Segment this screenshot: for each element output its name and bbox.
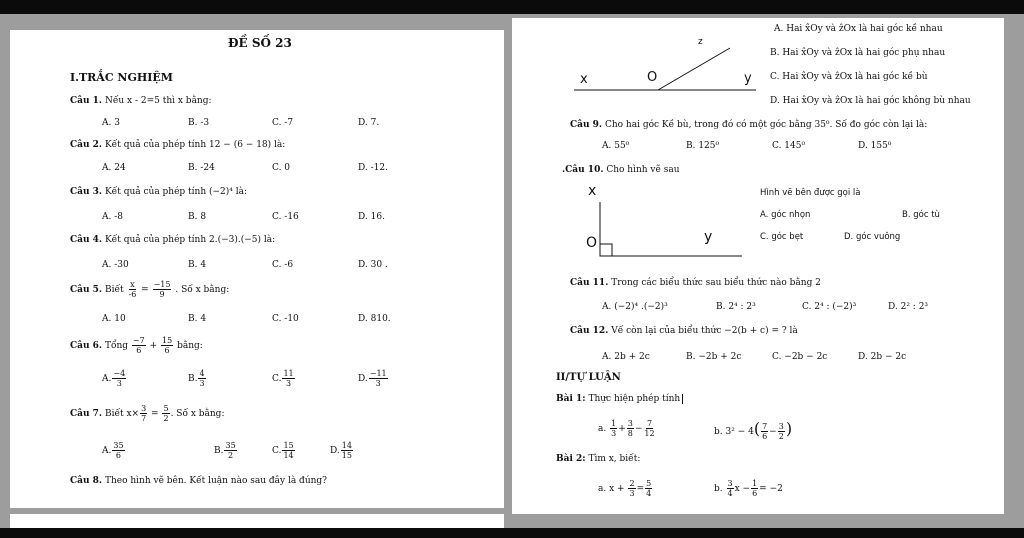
top-black-bar xyxy=(0,0,1024,14)
q10-option-b: B. góc tù xyxy=(902,210,940,220)
question-label: Câu 9. xyxy=(570,120,603,130)
question-label: Câu 3. xyxy=(70,187,103,197)
q10-option-c: C. góc bẹt xyxy=(760,232,804,242)
denominator: 9 xyxy=(159,290,165,299)
q5-option-d: D. 810. xyxy=(358,314,391,324)
option-letter: D. xyxy=(358,374,368,384)
equals-sign: = xyxy=(636,484,645,494)
expression: x − xyxy=(734,484,751,494)
numerator: −7 xyxy=(132,336,145,345)
q1-option-b: B. -3 xyxy=(188,118,210,128)
exercise-1 xyxy=(556,394,686,405)
question-text: Kết quả của phép tính (−2)⁴ là: xyxy=(104,187,248,197)
equals-sign: = xyxy=(141,285,149,295)
q12-option-c: C. −2b − 2c xyxy=(772,352,828,362)
q10-option-a: A. góc nhọn xyxy=(760,210,811,220)
q4-option-a: A. -30 xyxy=(102,260,129,270)
q2-option-b: B. -24 xyxy=(188,163,215,173)
question-post: bằng: xyxy=(177,341,203,351)
q2-option-c: C. 0 xyxy=(272,163,291,173)
question-text: Kết quả của phép tính 12 − (6 − 18) là: xyxy=(104,140,286,150)
right-angle-figure xyxy=(594,198,744,258)
question-label: Câu 11. xyxy=(570,278,609,288)
q7-option-b xyxy=(214,440,238,462)
exam-page-left xyxy=(10,30,504,508)
item-letter: a. xyxy=(598,484,607,494)
ray-oz xyxy=(658,48,730,90)
question-post: . Số x bằng: xyxy=(175,285,230,295)
fraction xyxy=(132,336,146,355)
exercise-text: Thực hiện phép tính xyxy=(588,394,681,404)
fraction xyxy=(282,369,294,388)
denominator: 3 xyxy=(285,379,292,388)
question-post: . Số x bằng: xyxy=(170,409,225,419)
denominator: 2 xyxy=(163,414,169,423)
exercise-label: Bài 1: xyxy=(556,394,586,404)
question-label: Câu 7. xyxy=(70,409,103,419)
fraction xyxy=(153,280,172,299)
label-z: z xyxy=(698,37,703,47)
fraction xyxy=(761,422,768,441)
numerator: 3 xyxy=(627,419,633,428)
numerator: 1 xyxy=(752,479,758,488)
question-text: Theo hình vẽ bên. Kết luận nào sau đây là đúng? xyxy=(104,476,327,486)
q8-option-d: D. Hai x̂Oy và ẑOx là hai góc không bù nhau xyxy=(770,96,971,106)
q12-option-d: D. 2b − 2c xyxy=(858,352,907,362)
numerator: −15 xyxy=(153,280,171,289)
numerator: 11 xyxy=(283,369,294,378)
option-letter: C. xyxy=(272,374,282,384)
exercise-1a: a. $\frac{1}{3}$ + $\frac{3}{8}$ − $\frac{7}{12}$ xyxy=(598,419,655,438)
fraction xyxy=(127,280,137,299)
numerator: 14 xyxy=(341,441,352,450)
numerator: 7 xyxy=(646,419,653,428)
question-text: Trong các biểu thức sau biểu thức nào bằng 2 xyxy=(611,278,821,288)
exam-page-right xyxy=(512,18,1004,514)
question-4 xyxy=(70,235,275,246)
label-o: O xyxy=(586,235,598,251)
denominator: 6 xyxy=(115,451,122,460)
q1-option-a: A. 3 xyxy=(102,118,120,128)
question-5 xyxy=(70,280,229,300)
option-letter: C. xyxy=(272,446,282,456)
fraction xyxy=(112,441,124,460)
question-text: Cho hai góc Kề bù, trong đó có một góc bằng 35⁰. Số đo góc còn lại là: xyxy=(604,120,928,130)
q4-option-d: D. 30 . xyxy=(358,260,388,270)
question-12 xyxy=(570,326,798,337)
expression: x + xyxy=(609,484,625,494)
exercise-2a xyxy=(598,478,653,500)
q6-option-c xyxy=(272,368,296,390)
numerator: −4 xyxy=(113,369,126,378)
exercise-2b xyxy=(714,478,783,500)
q6-option-b xyxy=(188,368,207,390)
exercise-2 xyxy=(556,454,640,465)
numerator: 5 xyxy=(163,404,169,413)
numerator: 35 xyxy=(225,441,236,450)
denominator: 2 xyxy=(778,432,784,441)
q11-option-c: C. 2⁴ : (−2)³ xyxy=(802,302,857,312)
q9-option-b: B. 125⁰ xyxy=(686,141,720,151)
denominator: 3 xyxy=(199,379,205,388)
denominator: 8 xyxy=(627,429,633,438)
label-x: x xyxy=(580,72,588,87)
question-6 xyxy=(70,336,203,356)
denominator: 3 xyxy=(611,429,617,438)
denominator: 3 xyxy=(629,489,635,498)
q8-option-c: C. Hai x̂Oy và ẑOx là hai góc kề bù xyxy=(770,72,928,82)
denominator: 4 xyxy=(727,489,733,498)
denominator: 3 xyxy=(375,379,381,388)
question-8 xyxy=(70,476,327,487)
bottom-black-bar xyxy=(0,528,1024,538)
page-title: ĐỀ SỐ 23 xyxy=(228,36,292,50)
fraction xyxy=(140,404,147,423)
label-x: x xyxy=(588,183,597,199)
fraction xyxy=(112,369,126,388)
fraction xyxy=(628,479,635,498)
question-label: Câu 5. xyxy=(70,285,103,295)
q12-option-b: B. −2b + 2c xyxy=(686,352,742,362)
numerator: 3 xyxy=(778,422,784,431)
question-label: Câu 2. xyxy=(70,140,103,150)
numerator: 7 xyxy=(762,422,768,431)
option-letter: A. xyxy=(102,374,112,384)
question-text: Vế còn lại của biểu thức −2(b + c) = ? là xyxy=(611,326,798,336)
q1-option-d: D. 7. xyxy=(358,118,380,128)
fraction xyxy=(627,419,634,438)
q9-option-c: C. 145⁰ xyxy=(772,141,806,151)
denominator: 6 xyxy=(164,346,170,355)
denominator: 12 xyxy=(644,429,655,438)
q1-option-c: C. -7 xyxy=(272,118,294,128)
denominator: 7 xyxy=(141,414,147,423)
section-multiple-choice: I.TRẮC NGHIỆM xyxy=(70,71,173,84)
denominator: 4 xyxy=(646,489,652,498)
question-label: Câu 4. xyxy=(70,235,103,245)
q2-option-d: D. -12. xyxy=(358,163,388,173)
question-label: Câu 6. xyxy=(70,341,103,351)
q11-option-b: B. 2⁴ : 2³ xyxy=(716,302,756,312)
denominator: 2 xyxy=(228,451,234,460)
denominator: 3 xyxy=(116,379,122,388)
q7-option-c xyxy=(272,440,296,462)
denominator: 6 xyxy=(136,346,142,355)
numerator: 15 xyxy=(283,441,294,450)
question-pre: Biết xyxy=(104,285,124,295)
question-label: Câu 1. xyxy=(70,96,103,106)
fraction xyxy=(282,441,294,460)
q7-option-d xyxy=(330,440,354,462)
q9-option-a: A. 55⁰ xyxy=(602,141,630,151)
text-cursor xyxy=(682,394,686,404)
expression: = −2 xyxy=(759,484,783,494)
question-text: Nếu x - 2=5 thì x bằng: xyxy=(104,96,212,106)
numerator: 2 xyxy=(629,479,635,488)
numerator: 4 xyxy=(199,369,205,378)
fraction xyxy=(751,479,758,498)
section-essay: II/TỰ LUẬN xyxy=(556,372,621,383)
fraction xyxy=(610,419,617,438)
denominator: 6 xyxy=(752,489,758,498)
q8-option-b: B. Hai x̂Oy và ẑOx là hai góc phụ nhau xyxy=(770,48,946,58)
plus-sign: + xyxy=(149,341,158,351)
q4-option-b: B. 4 xyxy=(188,260,207,270)
exercise-1b: b. 3² − 4( $\frac{7}{6}$ − $\frac{3}{2}$ ) xyxy=(714,419,793,441)
fraction xyxy=(341,441,353,460)
question-label: Câu 8. xyxy=(70,476,103,486)
question-3 xyxy=(70,187,247,198)
q12-option-a: A. 2b + 2c xyxy=(602,352,650,362)
question-label: .Câu 10. xyxy=(562,165,604,175)
question-10 xyxy=(562,165,680,176)
q5-option-c: C. -10 xyxy=(272,314,299,324)
question-text: Cho hình vẽ sau xyxy=(606,165,680,175)
q4-option-c: C. -6 xyxy=(272,260,294,270)
q9-option-d: D. 155⁰ xyxy=(858,141,892,151)
question-1 xyxy=(70,96,212,107)
question-pre: Tổng xyxy=(104,341,129,351)
fraction xyxy=(224,441,236,460)
q3-option-c: C. -16 xyxy=(272,212,299,222)
exercise-text: Tìm x, biết: xyxy=(588,454,641,464)
q11-option-d: D. 2² : 2³ xyxy=(888,302,929,312)
fraction xyxy=(198,369,205,388)
equals-sign: = xyxy=(151,409,159,419)
numerator: 3 xyxy=(727,479,733,488)
fraction xyxy=(643,419,655,438)
label-y: y xyxy=(704,229,713,245)
numerator: 3 xyxy=(141,404,147,413)
item-letter: b. xyxy=(714,427,723,437)
numerator: 15 xyxy=(162,336,173,345)
denominator: -6 xyxy=(128,290,137,299)
q6-option-a xyxy=(102,368,127,390)
next-page-edge xyxy=(10,514,504,528)
numerator: −11 xyxy=(369,369,387,378)
q3-option-a: A. -8 xyxy=(102,212,123,222)
q5-option-a: A. 10 xyxy=(102,314,126,324)
item-letter: a. xyxy=(598,424,607,434)
question-text: Kết quả của phép tính 2.(−3).(−5) là: xyxy=(104,235,276,245)
paren-open: ( xyxy=(753,419,761,438)
denominator: 15 xyxy=(341,451,352,460)
question-9 xyxy=(570,120,927,131)
q7-option-a xyxy=(102,440,126,462)
item-letter: b. xyxy=(714,484,723,494)
expression: 3² − 4 xyxy=(725,427,754,437)
label-y: y xyxy=(744,71,752,86)
fraction xyxy=(778,422,785,441)
right-angle-mark xyxy=(600,244,612,256)
numerator: 1 xyxy=(611,419,617,428)
option-letter: D. xyxy=(330,446,340,456)
q11-option-a: A. (−2)⁴ .(−2)³ xyxy=(602,302,668,312)
option-letter: A. xyxy=(102,446,112,456)
question-pre: Biết x× xyxy=(104,409,140,419)
q8-option-a: A. Hai x̂Oy và ẑOx là hai góc kề nhau xyxy=(774,24,943,34)
q10-side-text: Hình vẽ bên được gọi là xyxy=(760,188,861,198)
q3-option-d: D. 16. xyxy=(358,212,385,222)
fraction xyxy=(161,336,173,355)
fraction xyxy=(369,369,388,388)
question-11 xyxy=(570,278,821,289)
q5-option-b: B. 4 xyxy=(188,314,207,324)
denominator: 14 xyxy=(283,451,294,460)
numerator: 35 xyxy=(113,441,124,450)
question-7 xyxy=(70,404,224,424)
q2-option-a: A. 24 xyxy=(102,163,126,173)
option-letter: B. xyxy=(188,374,198,384)
numerator: 5 xyxy=(646,479,652,488)
label-o: O xyxy=(647,70,658,85)
denominator: 6 xyxy=(762,432,768,441)
fraction xyxy=(727,479,734,498)
angle-figure-zox xyxy=(570,38,760,98)
exercise-label: Bài 2: xyxy=(556,454,586,464)
numerator: x xyxy=(130,280,135,289)
fraction xyxy=(645,479,652,498)
paren-close: ) xyxy=(785,419,793,438)
q3-option-b: B. 8 xyxy=(188,212,207,222)
q10-option-d: D. góc vuông xyxy=(844,232,901,242)
question-label: Câu 12. xyxy=(570,326,609,336)
q6-option-d xyxy=(358,368,389,390)
option-letter: B. xyxy=(214,446,224,456)
question-2 xyxy=(70,140,285,151)
fraction xyxy=(162,404,169,423)
